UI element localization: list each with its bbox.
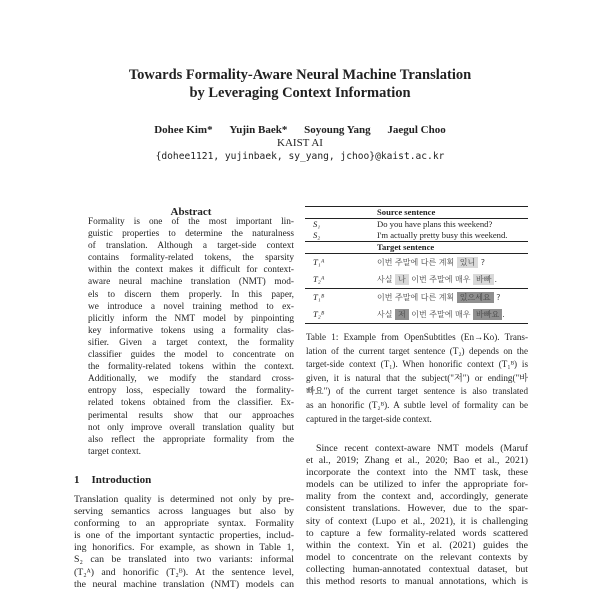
text-line: the formality-related tokens within the context.	[88, 362, 294, 373]
text-line: to capture a few formality-related words scattered	[306, 527, 528, 539]
table-1	[305, 206, 528, 324]
title-line: by Leveraging Context Information	[189, 85, 411, 101]
section-number: 1	[74, 474, 80, 486]
text-line: (T₂ᴬ) and honorific (T₂ᴮ). At the sentence level,	[74, 566, 294, 578]
text-line: aware neural machine translation (NMT) mod-	[88, 277, 294, 288]
text-line: given, it is natural that the subject("저") or ending("바	[306, 372, 528, 383]
text-line: ing honorifics. For example, as shown in Table 1,	[74, 542, 294, 554]
text-line: Since recent context-aware NMT models (Maruf	[316, 443, 528, 454]
target-text: 사실 저 이번 주말에 매우 바빠요 .	[375, 306, 528, 324]
text-line: within the context makes it difficult for context-	[88, 265, 294, 276]
text-line: 빠요") of the current target sentence is also translated	[306, 386, 528, 397]
text-line: els to discern them properly. In this paper,	[88, 289, 294, 300]
right-column-body	[306, 443, 528, 588]
text-line: entropy loss, especially toward the formality-	[88, 386, 294, 397]
text-line: et al., 2019; Zhang et al., 2020; Bao et al., 2021)	[306, 455, 528, 467]
text-line: perimental results show that our approaches	[88, 410, 294, 421]
text-line: plicitly inform the NMT model by pinpointing	[88, 313, 294, 324]
author: Yujin Baek*	[229, 124, 288, 136]
author-list	[0, 124, 600, 136]
abstract-body	[88, 216, 294, 458]
text-line: also reflect the appropriate formality from the	[88, 434, 294, 445]
text-line: of translation. Although a target-side context	[88, 241, 294, 252]
highlight-honorific: 있으세요	[457, 292, 494, 303]
title-line: Towards Formality-Aware Neural Machine Translation	[128, 67, 472, 83]
text-line: captured in the target-side context.	[306, 413, 432, 424]
text-line: related tokens obtained from the classifier. Ex-	[88, 398, 294, 409]
author: Soyoung Yang	[304, 124, 371, 136]
author: Jaegul Choo	[387, 124, 446, 136]
section-heading-introduction	[74, 474, 163, 486]
row-label: S₂	[313, 230, 321, 240]
highlight-informal: 나	[395, 274, 409, 285]
text-line: sifier. Given a target context, the formality	[88, 337, 294, 348]
text-line: as an honorific (T₂ᴮ). A subtle level of formality can be	[306, 399, 528, 410]
highlight-honorific: 바빠요	[473, 309, 502, 320]
text-line: lation of the current target sentence (T₂) depends on the	[306, 345, 528, 356]
text-line: the neural machine translation (NMT) models can	[74, 578, 294, 590]
text-line: Table 1: Example from OpenSubtitles (En→Ko). Trans-	[306, 332, 528, 342]
table-caption	[306, 331, 528, 426]
text-line: Translation quality is determined not only by pre-	[74, 494, 294, 505]
text-line: Additionally, we modify the standard cross-	[88, 374, 294, 385]
text-line: this method resorts to manual annotations, which is	[306, 576, 528, 588]
text-line: is one of the important syntactic properties, includ-	[74, 530, 294, 542]
source-text: I'm actually pretty busy this weekend.	[377, 230, 508, 240]
row-label: S₁	[305, 219, 375, 231]
row-label: T₂ᴬ	[313, 274, 325, 284]
abstract-heading: Abstract	[170, 206, 212, 218]
row-label: T₁ᴬ	[305, 254, 375, 272]
text-line: key informative tokens using a formality clas-	[88, 325, 294, 336]
text-line: consistent translations. However, due to the spar-	[306, 503, 528, 515]
text-line: serving semantics across languages but also by	[74, 506, 294, 518]
text-line: classifier guides the model to concentrate on	[88, 350, 294, 361]
target-header: Target sentence	[375, 242, 528, 254]
text-line: sity of context (Lupo et al., 2021), it is challenging	[306, 515, 528, 527]
target-text: 이번 주말에 다른 계획 있니 ?	[375, 254, 528, 272]
source-header: Source sentence	[375, 207, 528, 219]
text-line: model to concentrate on the relevant contexts by	[306, 551, 528, 563]
row-label: T₁ᴮ	[305, 289, 375, 307]
text-line: not only improve overall translation quality but	[88, 422, 294, 433]
email: {dohee1121, yujinbaek, sy_yang, jchoo}@kaist.ac.kr	[155, 151, 445, 162]
introduction-body	[74, 494, 294, 591]
target-text: 사실 나 이번 주말에 매우 바빠 .	[377, 275, 498, 284]
text-line: guistic properties to determine the naturalness	[88, 229, 294, 240]
text-line: incorporate the context into the NMT task, these	[306, 467, 528, 479]
highlight-informal: 바빠	[473, 274, 494, 285]
text-line: mality from the context and, accordingly, generate	[306, 491, 528, 503]
source-text: Do you have plans this weekend?	[375, 219, 528, 231]
text-line: target-side context (T₁). When honorific context (T₁ᴮ) is	[306, 359, 528, 370]
text-line: contains formality-related tokens, the sparsity	[88, 253, 294, 264]
highlight-informal: 있니	[457, 257, 478, 268]
affiliation: KAIST AI	[277, 137, 323, 149]
text-line: conforming to an appropriate syntax. Formality	[74, 518, 294, 530]
text-line: S₂ can be translated into two variants: informal	[74, 554, 294, 566]
text-line: Formality is one of the most important lin-	[88, 217, 294, 227]
text-line: within the context. Yin et al. (2021) guides the	[306, 539, 528, 551]
text-line: target context.	[88, 446, 142, 457]
author: Dohee Kim*	[154, 124, 213, 136]
highlight-honorific: 저	[395, 309, 409, 320]
text-line: models can be utilized to infer the appropriate for-	[306, 479, 528, 491]
target-text: 이번 주말에 다른 계획 있으세요 ?	[375, 289, 528, 307]
section-title: Introduction	[91, 474, 152, 486]
text-line: we introduce a novel training method to ex-	[88, 301, 294, 312]
row-label: T₂ᴮ	[305, 306, 375, 324]
text-line: collecting human-annotated contextual dataset, but	[306, 563, 528, 575]
paper-title	[0, 66, 600, 102]
